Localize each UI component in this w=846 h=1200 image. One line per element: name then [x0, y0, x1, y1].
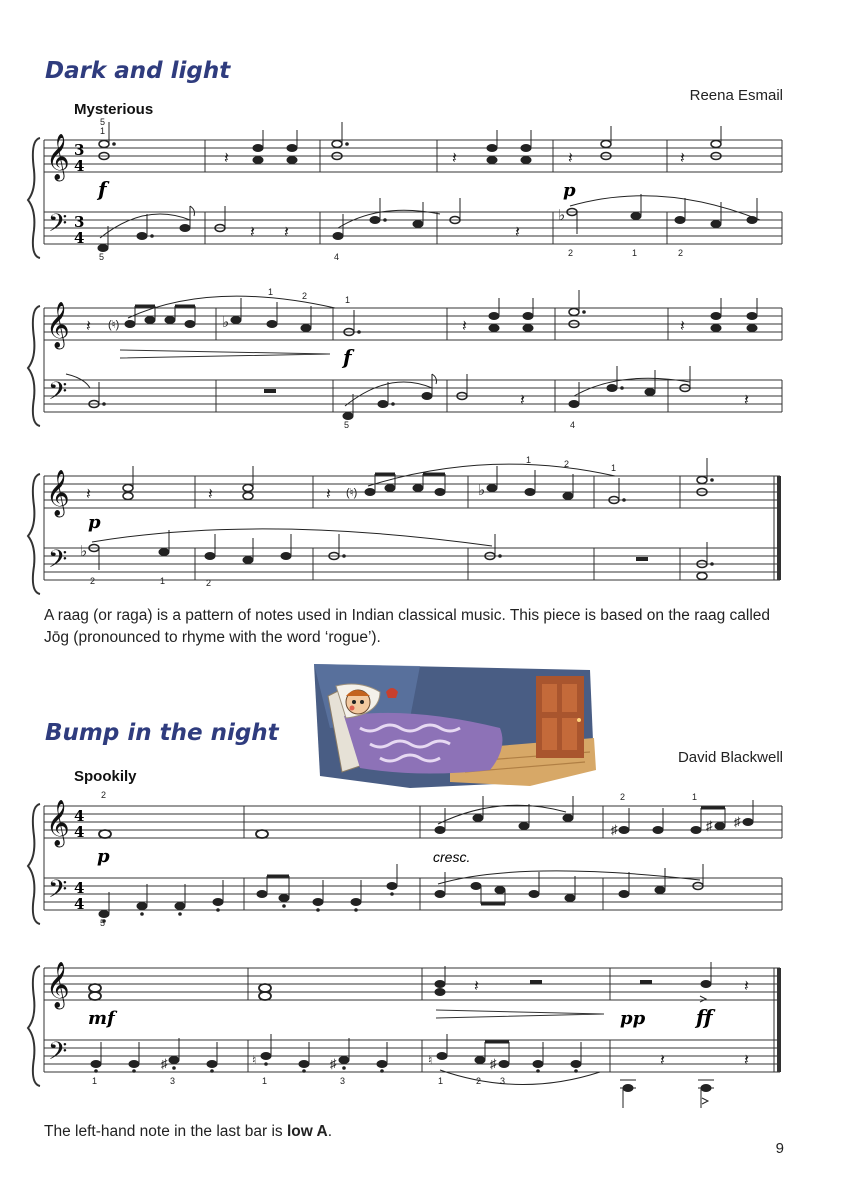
- score-system-5: [0, 938, 846, 1098]
- dynamic-cresc: cresc.: [433, 849, 471, 865]
- svg-text:3: 3: [74, 213, 85, 231]
- svg-text:2: 2: [90, 576, 96, 586]
- piece-title-dark-and-light: Dark and light: [45, 58, 231, 84]
- svg-text:𝄽: 𝄽: [474, 978, 479, 995]
- bass-clef-icon: 𝄢: [48, 875, 68, 910]
- svg-text:𝄽: 𝄽: [224, 150, 229, 167]
- svg-text:5: 5: [100, 918, 106, 928]
- svg-text:𝄽: 𝄽: [326, 486, 331, 503]
- svg-text:𝄽: 𝄽: [660, 1052, 665, 1069]
- svg-text:𝄽: 𝄽: [86, 486, 91, 503]
- dynamic-f-1: f: [98, 177, 107, 201]
- svg-text:2: 2: [620, 792, 626, 802]
- svg-text:𝄽: 𝄽: [680, 150, 685, 167]
- illustration-boy-in-bed: [300, 658, 600, 788]
- svg-text:4: 4: [74, 807, 85, 825]
- raag-description: [44, 605, 804, 649]
- svg-text:♯: ♯: [161, 1056, 168, 1071]
- svg-text:2: 2: [568, 248, 574, 258]
- dynamic-p-2: p: [88, 512, 101, 533]
- svg-text:♯: ♯: [490, 1056, 497, 1071]
- treble-clef-icon: 𝄞: [46, 470, 70, 516]
- svg-text:♭: ♭: [222, 314, 230, 331]
- svg-text:3: 3: [500, 1076, 506, 1086]
- dynamic-ff: ff: [696, 1005, 713, 1029]
- svg-text:♯: ♯: [734, 814, 741, 829]
- dynamic-f-2: f: [343, 345, 352, 369]
- bass-clef-icon: 𝄢: [48, 1037, 68, 1072]
- bass-clef-icon: 𝄢: [48, 545, 68, 580]
- dynamic-p-1: p: [563, 180, 576, 201]
- svg-text:♯: ♯: [706, 818, 713, 833]
- svg-text:4: 4: [74, 823, 85, 841]
- svg-text:1: 1: [345, 295, 351, 305]
- footer-note: [44, 1121, 332, 1143]
- raag-description-line-2: Jōg (pronounced to rhyme with the word ‘rogue’).: [44, 629, 381, 646]
- svg-text:♯: ♯: [611, 822, 618, 837]
- svg-text:4: 4: [334, 252, 340, 262]
- svg-text:♯: ♯: [330, 1056, 337, 1071]
- svg-text:1: 1: [160, 576, 166, 586]
- svg-text:(♮): (♮): [346, 487, 358, 499]
- piece-title-bump-in-the-night: Bump in the night: [45, 720, 279, 746]
- svg-text:2: 2: [476, 1076, 482, 1086]
- svg-text:𝄽: 𝄽: [680, 318, 685, 335]
- bass-clef-icon: 𝄢: [48, 209, 68, 244]
- svg-text:1: 1: [692, 792, 698, 802]
- svg-text:1: 1: [262, 1076, 268, 1086]
- raag-description-line-1: A raag (or raga) is a pattern of notes used in Indian classical music. This piece is based on the raag called: [44, 607, 771, 624]
- svg-text:1: 1: [438, 1076, 444, 1086]
- svg-text:𝄽: 𝄽: [568, 150, 573, 167]
- svg-text:1: 1: [611, 463, 617, 473]
- dynamic-pp: pp: [620, 1008, 646, 1029]
- treble-clef-icon: 𝄞: [46, 134, 70, 180]
- treble-clef-icon: 𝄞: [46, 962, 70, 1008]
- svg-text:2: 2: [101, 790, 107, 800]
- svg-text:4: 4: [570, 420, 576, 430]
- svg-text:♮: ♮: [428, 1053, 433, 1067]
- svg-text:𝄽: 𝄽: [520, 392, 525, 409]
- svg-text:𝄽: 𝄽: [284, 224, 289, 241]
- svg-text:𝄽: 𝄽: [744, 1052, 749, 1069]
- svg-text:(♮): (♮): [108, 319, 120, 331]
- treble-clef-icon: 𝄞: [46, 800, 70, 846]
- svg-text:♮: ♮: [252, 1053, 257, 1067]
- svg-text:♭: ♭: [478, 482, 486, 499]
- svg-text:𝄽: 𝄽: [744, 392, 749, 409]
- svg-text:1: 1: [100, 126, 106, 136]
- svg-text:𝄽: 𝄽: [744, 978, 749, 995]
- svg-text:2: 2: [206, 578, 212, 588]
- svg-text:4: 4: [74, 879, 85, 897]
- svg-text:5: 5: [100, 117, 106, 127]
- footer-note-suffix: .: [327, 1123, 333, 1140]
- svg-text:♭: ♭: [558, 207, 566, 224]
- composer-david-blackwell: David Blackwell: [677, 749, 783, 766]
- tempo-mysterious: Mysterious: [74, 101, 154, 118]
- svg-text:♭: ♭: [80, 543, 88, 560]
- svg-text:3: 3: [340, 1076, 346, 1086]
- dynamic-mf: mf: [88, 1008, 115, 1029]
- treble-clef-icon: 𝄞: [46, 302, 70, 348]
- svg-text:4: 4: [74, 229, 85, 247]
- svg-text:4: 4: [74, 895, 85, 913]
- score-system-2: [0, 278, 846, 438]
- composer-reena-esmail: Reena Esmail: [689, 87, 783, 104]
- svg-text:2: 2: [678, 248, 684, 258]
- svg-text:2: 2: [302, 291, 308, 301]
- score-system-3: [0, 446, 846, 606]
- svg-text:4: 4: [74, 157, 85, 175]
- score-system-1: [0, 110, 846, 270]
- score-system-4: [0, 776, 846, 936]
- footer-note-bold: low A: [286, 1123, 328, 1140]
- svg-text:2: 2: [564, 459, 570, 469]
- svg-text:𝄽: 𝄽: [462, 318, 467, 335]
- dynamic-p-3: p: [97, 846, 110, 867]
- svg-text:1: 1: [92, 1076, 98, 1086]
- svg-text:𝄽: 𝄽: [208, 486, 213, 503]
- svg-text:1: 1: [268, 287, 274, 297]
- svg-text:𝄽: 𝄽: [452, 150, 457, 167]
- svg-text:3: 3: [170, 1076, 176, 1086]
- svg-text:3: 3: [74, 141, 85, 159]
- svg-text:1: 1: [632, 248, 638, 258]
- svg-text:5: 5: [344, 420, 350, 430]
- svg-text:𝄽: 𝄽: [515, 224, 520, 241]
- bass-clef-icon: 𝄢: [48, 377, 68, 412]
- svg-text:𝄽: 𝄽: [250, 224, 255, 241]
- svg-text:5: 5: [99, 252, 105, 262]
- page-number: 9: [775, 1140, 784, 1157]
- tempo-spookily: Spookily: [74, 768, 137, 785]
- svg-text:𝄽: 𝄽: [86, 318, 91, 335]
- svg-text:1: 1: [526, 455, 532, 465]
- footer-note-prefix: The left-hand note in the last bar is: [44, 1123, 287, 1140]
